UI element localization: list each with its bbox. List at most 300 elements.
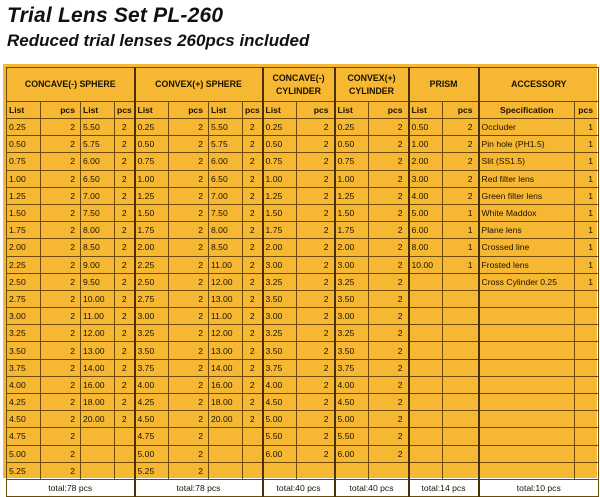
pcs-cell: 1	[575, 273, 599, 290]
list-cell: 5.00	[7, 445, 41, 462]
list-cell: 13.00	[209, 290, 243, 307]
pcs-cell: 1	[443, 204, 479, 221]
total-cell: total:78 pcs	[135, 479, 263, 496]
table-row	[7, 376, 599, 393]
list-cell: 20.00	[209, 411, 243, 428]
list-cell	[409, 290, 443, 307]
pcs-cell: 2	[115, 342, 135, 359]
pcs-cell: 2	[297, 290, 335, 307]
spec-cell	[479, 325, 575, 342]
spec-cell: Pin hole (PH1.5)	[479, 136, 575, 153]
pcs-cell	[443, 342, 479, 359]
list-cell: 1.00	[335, 170, 369, 187]
list-cell: 8.00	[209, 222, 243, 239]
list-cell: 0.50	[409, 119, 443, 136]
list-cell: 4.00	[263, 376, 297, 393]
table-row	[7, 445, 599, 462]
pcs-cell	[575, 359, 599, 376]
pcs-cell: 2	[369, 119, 409, 136]
pcs-cell: 2	[443, 153, 479, 170]
header-prism: PRISM	[409, 68, 479, 102]
list-cell: 5.50	[209, 119, 243, 136]
pcs-cell: 2	[169, 411, 209, 428]
list-cell: 0.50	[335, 136, 369, 153]
table-row	[7, 136, 599, 153]
pcs-cell	[575, 394, 599, 411]
list-cell: 4.00	[7, 376, 41, 393]
pcs-cell: 2	[41, 136, 81, 153]
list-cell: 13.00	[209, 342, 243, 359]
pcs-cell: 2	[115, 187, 135, 204]
pcs-cell: 2	[369, 187, 409, 204]
list-cell: 3.25	[335, 325, 369, 342]
pcs-cell: 2	[369, 239, 409, 256]
column-header-row	[7, 102, 599, 119]
list-cell: 5.00	[263, 411, 297, 428]
list-cell: 1.25	[263, 187, 297, 204]
list-cell: 1.50	[7, 204, 41, 221]
pcs-cell: 2	[297, 256, 335, 273]
list-cell: 1.75	[135, 222, 169, 239]
pcs-cell	[297, 462, 335, 479]
pcs-cell: 2	[243, 256, 263, 273]
spec-cell	[479, 394, 575, 411]
pcs-cell	[443, 428, 479, 445]
pcs-cell: 2	[243, 394, 263, 411]
list-cell: 2.00	[135, 239, 169, 256]
pcs-cell: 2	[115, 290, 135, 307]
pcs-cell: 2	[243, 290, 263, 307]
pcs-cell	[443, 462, 479, 479]
pcs-cell: 2	[243, 153, 263, 170]
pcs-cell	[575, 290, 599, 307]
group-header-row	[7, 68, 599, 102]
list-cell: 4.50	[335, 394, 369, 411]
list-cell: 5.50	[335, 428, 369, 445]
list-cell: 3.50	[263, 290, 297, 307]
pcs-cell	[115, 462, 135, 479]
pcs-cell: 2	[297, 359, 335, 376]
list-cell: 7.00	[209, 187, 243, 204]
list-cell: 11.00	[209, 256, 243, 273]
pcs-cell: 2	[297, 222, 335, 239]
list-cell: 8.00	[81, 222, 115, 239]
pcs-cell: 2	[169, 239, 209, 256]
pcs-cell: 2	[243, 187, 263, 204]
list-cell: 1.25	[335, 187, 369, 204]
pcs-cell: 2	[297, 153, 335, 170]
pcs-cell: 2	[169, 428, 209, 445]
list-cell: 2.00	[7, 239, 41, 256]
table-row	[7, 239, 599, 256]
list-cell: 3.25	[7, 325, 41, 342]
pcs-cell: 2	[297, 376, 335, 393]
list-cell: 3.00	[335, 308, 369, 325]
pcs-cell: 2	[169, 256, 209, 273]
list-cell: 6.00	[81, 153, 115, 170]
spec-cell	[479, 376, 575, 393]
list-cell	[81, 428, 115, 445]
list-cell: 14.00	[81, 359, 115, 376]
page-subtitle: Reduced trial lenses 260pcs included	[7, 31, 310, 50]
pcs-cell: 2	[443, 136, 479, 153]
pcs-cell: 2	[369, 342, 409, 359]
list-cell: 5.00	[135, 445, 169, 462]
pcs-cell	[443, 273, 479, 290]
pcs-cell: 2	[115, 256, 135, 273]
pcs-cell	[575, 411, 599, 428]
list-cell: 1.25	[135, 187, 169, 204]
pcs-cell: 2	[41, 204, 81, 221]
pcs-cell: 2	[243, 359, 263, 376]
pcs-cell: 2	[443, 187, 479, 204]
pcs-cell: 2	[41, 342, 81, 359]
pcs-cell: 2	[41, 239, 81, 256]
pcs-cell: 2	[369, 445, 409, 462]
list-cell: 20.00	[81, 411, 115, 428]
table-row	[7, 290, 599, 307]
spec-cell	[479, 342, 575, 359]
list-cell: 6.00	[335, 445, 369, 462]
list-cell: 10.00	[409, 256, 443, 273]
list-cell: 5.25	[135, 462, 169, 479]
list-cell: 0.50	[263, 136, 297, 153]
list-cell	[209, 428, 243, 445]
pcs-cell	[443, 376, 479, 393]
list-cell	[409, 342, 443, 359]
table-row	[7, 119, 599, 136]
pcs-cell: 1	[575, 222, 599, 239]
col-list: List	[81, 102, 115, 119]
list-cell: 3.00	[135, 308, 169, 325]
pcs-cell	[575, 376, 599, 393]
spec-cell	[479, 411, 575, 428]
list-cell: 0.25	[335, 119, 369, 136]
pcs-cell: 2	[443, 119, 479, 136]
list-cell: 5.75	[81, 136, 115, 153]
list-cell: 9.00	[81, 256, 115, 273]
pcs-cell: 1	[443, 239, 479, 256]
pcs-cell: 2	[41, 411, 81, 428]
pcs-cell: 2	[115, 239, 135, 256]
spec-cell: Slit (SS1.5)	[479, 153, 575, 170]
pcs-cell: 2	[443, 170, 479, 187]
list-cell: 4.25	[135, 394, 169, 411]
list-cell: 0.75	[7, 153, 41, 170]
pcs-cell	[575, 445, 599, 462]
pcs-cell: 2	[169, 187, 209, 204]
pcs-cell	[575, 342, 599, 359]
pcs-cell: 2	[169, 394, 209, 411]
list-cell: 3.00	[335, 256, 369, 273]
list-cell: 0.25	[135, 119, 169, 136]
list-cell: 4.50	[7, 411, 41, 428]
pcs-cell: 2	[169, 308, 209, 325]
pcs-cell: 2	[297, 325, 335, 342]
pcs-cell: 2	[115, 204, 135, 221]
pcs-cell: 2	[243, 376, 263, 393]
pcs-cell	[575, 308, 599, 325]
list-cell	[409, 325, 443, 342]
pcs-cell: 2	[369, 136, 409, 153]
table-row	[7, 359, 599, 376]
list-cell: 8.50	[209, 239, 243, 256]
list-cell: 3.50	[335, 290, 369, 307]
list-cell: 4.00	[409, 187, 443, 204]
pcs-cell: 2	[369, 308, 409, 325]
pcs-cell: 2	[243, 273, 263, 290]
pcs-cell: 1	[575, 136, 599, 153]
pcs-cell: 2	[297, 428, 335, 445]
list-cell: 8.00	[409, 239, 443, 256]
pcs-cell: 2	[115, 170, 135, 187]
pcs-cell: 2	[169, 325, 209, 342]
total-cell: total:78 pcs	[7, 479, 135, 496]
pcs-cell: 1	[575, 187, 599, 204]
pcs-cell: 2	[41, 308, 81, 325]
pcs-cell: 2	[369, 411, 409, 428]
table-row	[7, 170, 599, 187]
pcs-cell: 2	[41, 428, 81, 445]
pcs-cell: 2	[369, 170, 409, 187]
pcs-cell: 2	[169, 204, 209, 221]
pcs-cell: 2	[115, 394, 135, 411]
list-cell: 0.75	[135, 153, 169, 170]
total-cell: total:14 pcs	[409, 479, 479, 496]
pcs-cell	[115, 445, 135, 462]
list-cell	[409, 308, 443, 325]
pcs-cell: 2	[243, 170, 263, 187]
pcs-cell: 2	[115, 222, 135, 239]
pcs-cell: 2	[41, 273, 81, 290]
pcs-cell: 2	[369, 204, 409, 221]
list-cell: 2.00	[263, 239, 297, 256]
pcs-cell	[443, 411, 479, 428]
total-cell: total:40 pcs	[263, 479, 335, 496]
pcs-cell: 2	[169, 136, 209, 153]
list-cell: 7.50	[209, 204, 243, 221]
pcs-cell: 2	[243, 325, 263, 342]
list-cell: 2.00	[409, 153, 443, 170]
list-cell: 1.75	[335, 222, 369, 239]
list-cell	[335, 462, 369, 479]
list-cell: 3.75	[7, 359, 41, 376]
pcs-cell	[443, 394, 479, 411]
list-cell	[409, 359, 443, 376]
pcs-cell: 2	[369, 222, 409, 239]
list-cell	[263, 462, 297, 479]
pcs-cell: 2	[297, 170, 335, 187]
list-cell: 3.00	[263, 256, 297, 273]
spec-cell	[479, 359, 575, 376]
table-row	[7, 411, 599, 428]
list-cell	[409, 462, 443, 479]
list-cell: 11.00	[81, 308, 115, 325]
pcs-cell: 2	[115, 273, 135, 290]
spec-cell: Cross Cylinder 0.25	[479, 273, 575, 290]
pcs-cell: 1	[575, 256, 599, 273]
list-cell: 4.25	[7, 394, 41, 411]
list-cell: 9.50	[81, 273, 115, 290]
pcs-cell	[443, 290, 479, 307]
list-cell: 6.50	[209, 170, 243, 187]
spec-cell: Occluder	[479, 119, 575, 136]
pcs-cell: 2	[41, 359, 81, 376]
pcs-cell	[575, 325, 599, 342]
col-pcs: pcs	[169, 102, 209, 119]
pcs-cell: 2	[115, 136, 135, 153]
list-cell: 6.00	[263, 445, 297, 462]
spec-cell: Crossed line	[479, 239, 575, 256]
header-convex-sphere: CONVEX(+) SPHERE	[135, 68, 263, 102]
list-cell: 1.00	[409, 136, 443, 153]
list-cell: 13.00	[81, 342, 115, 359]
pcs-cell: 2	[169, 119, 209, 136]
pcs-cell	[243, 445, 263, 462]
col-list: List	[7, 102, 41, 119]
list-cell: 16.00	[209, 376, 243, 393]
list-cell: 3.75	[335, 359, 369, 376]
pcs-cell: 2	[297, 445, 335, 462]
pcs-cell: 2	[115, 153, 135, 170]
col-list: List	[409, 102, 443, 119]
list-cell: 6.50	[81, 170, 115, 187]
pcs-cell: 2	[369, 290, 409, 307]
list-cell: 0.75	[335, 153, 369, 170]
table-row	[7, 462, 599, 479]
list-cell: 2.75	[7, 290, 41, 307]
col-list: List	[263, 102, 297, 119]
total-cell: total:40 pcs	[335, 479, 409, 496]
pcs-cell	[243, 462, 263, 479]
total-cell: total:10 pcs	[479, 479, 599, 496]
pcs-cell	[575, 462, 599, 479]
pcs-cell: 2	[369, 376, 409, 393]
list-cell: 5.50	[81, 119, 115, 136]
col-pcs: pcs	[443, 102, 479, 119]
list-cell: 0.50	[135, 136, 169, 153]
pcs-cell: 2	[297, 273, 335, 290]
list-cell: 3.00	[409, 170, 443, 187]
pcs-cell	[115, 428, 135, 445]
list-cell	[409, 376, 443, 393]
spec-cell: Plane lens	[479, 222, 575, 239]
pcs-cell: 2	[369, 394, 409, 411]
pcs-cell: 2	[169, 222, 209, 239]
list-cell	[81, 462, 115, 479]
table-row	[7, 222, 599, 239]
spec-cell	[479, 290, 575, 307]
header-convex-cylinder	[335, 68, 409, 102]
list-cell: 3.50	[7, 342, 41, 359]
pcs-cell: 2	[369, 256, 409, 273]
list-cell: 2.75	[135, 290, 169, 307]
list-cell: 5.75	[209, 136, 243, 153]
pcs-cell: 2	[115, 119, 135, 136]
col-pcs: pcs	[115, 102, 135, 119]
list-cell: 0.75	[263, 153, 297, 170]
list-cell: 5.00	[335, 411, 369, 428]
list-cell: 2.50	[135, 273, 169, 290]
pcs-cell: 2	[115, 325, 135, 342]
list-cell: 0.25	[7, 119, 41, 136]
list-cell: 1.00	[7, 170, 41, 187]
pcs-cell: 2	[169, 170, 209, 187]
list-cell: 7.00	[81, 187, 115, 204]
header-convex-cylinder-line2: CYLINDER	[349, 85, 395, 96]
pcs-cell: 2	[369, 325, 409, 342]
pcs-cell	[443, 445, 479, 462]
pcs-cell: 2	[243, 204, 263, 221]
pcs-cell: 2	[243, 239, 263, 256]
list-cell: 18.00	[209, 394, 243, 411]
pcs-cell: 2	[169, 342, 209, 359]
pcs-cell: 2	[41, 187, 81, 204]
table-row	[7, 256, 599, 273]
pcs-cell	[443, 359, 479, 376]
pcs-cell	[443, 308, 479, 325]
list-cell	[209, 445, 243, 462]
pcs-cell: 2	[41, 222, 81, 239]
col-pcs: pcs	[575, 102, 599, 119]
pcs-cell: 2	[297, 342, 335, 359]
list-cell: 6.00	[409, 222, 443, 239]
pcs-cell: 2	[115, 359, 135, 376]
col-pcs: pcs	[369, 102, 409, 119]
pcs-cell: 2	[243, 136, 263, 153]
spec-cell: Green filter lens	[479, 187, 575, 204]
table-row	[7, 308, 599, 325]
pcs-cell: 2	[369, 273, 409, 290]
header-concave-cylinder-line2: CYLINDER	[276, 85, 322, 96]
col-pcs: pcs	[243, 102, 263, 119]
col-list: List	[209, 102, 243, 119]
pcs-cell: 2	[41, 153, 81, 170]
pcs-cell: 2	[297, 187, 335, 204]
pcs-cell	[443, 325, 479, 342]
list-cell	[209, 462, 243, 479]
list-cell: 2.25	[135, 256, 169, 273]
pcs-cell: 2	[243, 119, 263, 136]
pcs-cell: 2	[41, 445, 81, 462]
pcs-cell: 2	[297, 308, 335, 325]
pcs-cell: 2	[41, 394, 81, 411]
list-cell: 12.00	[209, 325, 243, 342]
list-cell: 1.50	[135, 204, 169, 221]
pcs-cell: 1	[443, 222, 479, 239]
table-row	[7, 428, 599, 445]
pcs-cell: 1	[575, 239, 599, 256]
list-cell: 4.50	[263, 394, 297, 411]
col-pcs: pcs	[41, 102, 81, 119]
pcs-cell: 2	[169, 290, 209, 307]
spec-cell: Red filter lens	[479, 170, 575, 187]
header-concave-cylinder-line1: CONCAVE(-)	[272, 72, 325, 83]
list-cell: 5.00	[409, 204, 443, 221]
pcs-cell: 2	[115, 376, 135, 393]
pcs-cell: 2	[169, 445, 209, 462]
list-cell: 4.00	[135, 376, 169, 393]
list-cell	[409, 394, 443, 411]
pcs-cell: 2	[369, 359, 409, 376]
list-cell: 10.00	[81, 290, 115, 307]
pcs-cell: 2	[297, 204, 335, 221]
list-cell: 1.50	[263, 204, 297, 221]
spec-cell: Frosted lens	[479, 256, 575, 273]
pcs-cell: 2	[297, 394, 335, 411]
col-pcs: pcs	[297, 102, 335, 119]
pcs-cell: 2	[169, 462, 209, 479]
